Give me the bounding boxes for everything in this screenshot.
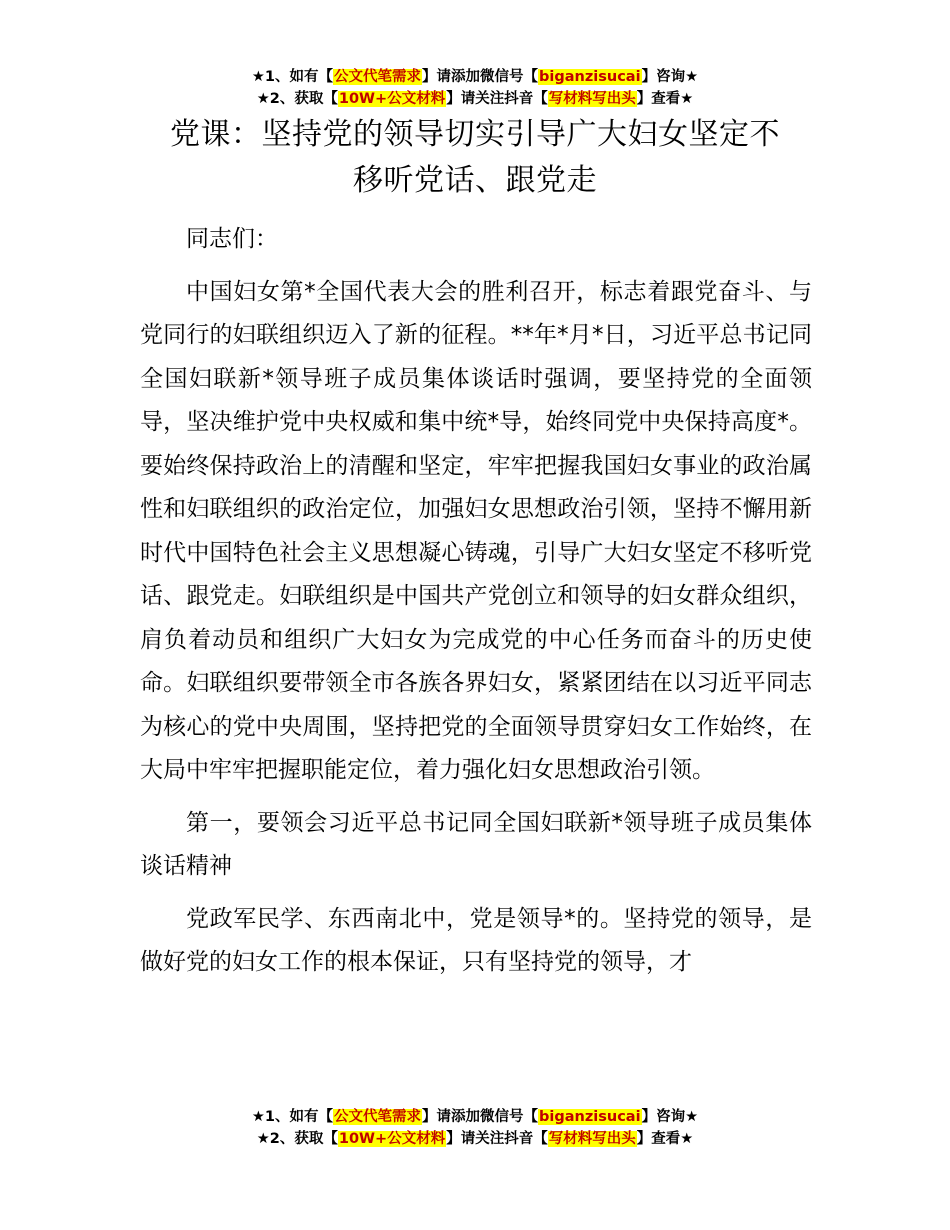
banner-highlight: 公文代笔需求: [334, 1109, 422, 1125]
banner-text: 】查看★: [636, 91, 694, 107]
banner-highlight: 10W+公文材料: [338, 91, 446, 107]
banner-text: 】请: [446, 91, 476, 107]
banner-line-2: [0, 88, 950, 110]
banner-line-2: [0, 1128, 950, 1150]
document-body: [140, 218, 812, 994]
header-banner: [0, 66, 950, 110]
title-line-2: 移听党话、跟党走: [353, 163, 597, 198]
banner-text: ★2、获取【: [256, 1131, 338, 1147]
banner-text: 】咨询★: [641, 1109, 699, 1125]
banner-text: 抖音【: [504, 91, 548, 107]
banner-text: 微信号【: [480, 69, 539, 85]
banner-highlight: 公文代笔需求: [334, 69, 422, 85]
banner-text: 】查看★: [636, 1131, 694, 1147]
banner-line-1: [0, 66, 950, 88]
paragraph: 中国妇女第*全国代表大会的胜利召开，标志着跟党奋斗、与党同行的妇联组织迈入了新的征程。**年*月*日，习近平总书记同全国妇联新*领导班子成员集体谈话时强调，要坚持党的全面领导，坚决维护党中央权威和集中统*导，始终同党中央保持高度*。要始终保持政治上的清醒和坚定，牢牢把握我国妇女事业的政治属性和妇联组织的政治定位，加强妇女思想政治引领，坚持不懈用新时代中国特色社会主义思想凝心铸魂，引导广大妇女坚定不移听党话、跟党走。妇联组织是中国共产党创立和领导的妇女群众组织，肩负着动员和组织广大妇女为完成党的中心任务而奋斗的历史使命。妇联组织要带领全市各族各界妇女，紧紧团结在以习近平同志为核心的党中央周围，坚持把党的全面领导贯穿妇女工作始终，在大局中牢牢把握职能定位，着力强化妇女思想政治引领。: [140, 278, 812, 783]
banner-text: 】请: [446, 1131, 476, 1147]
footer-banner: [0, 1106, 950, 1150]
banner-emphasis: 关注: [475, 1131, 505, 1147]
banner-text: 】请: [422, 1109, 452, 1125]
banner-text: 微信号【: [480, 1109, 539, 1125]
banner-text: ★1、如有【: [251, 1109, 334, 1125]
document-title: [140, 112, 810, 204]
greeting: 同志们：: [186, 226, 278, 252]
banner-text: ★2、获取【: [256, 91, 338, 107]
banner-emphasis: 添加: [451, 69, 481, 85]
banner-highlight: 写材料写出头: [548, 1131, 636, 1147]
title-line-1: 党课：坚持党的领导切实引导广大妇女坚定不: [170, 117, 780, 152]
banner-text: 抖音【: [504, 1131, 548, 1147]
paragraph: 党政军民学、东西南北中，党是领导*的。坚持党的领导，是做好党的妇女工作的根本保证，只有坚持党的领导，才: [140, 905, 812, 975]
banner-text: 】咨询★: [641, 69, 699, 85]
banner-text: 】请: [422, 69, 452, 85]
banner-emphasis: 关注: [475, 91, 505, 107]
banner-line-1: [0, 1106, 950, 1128]
banner-highlight: biganzisucai: [539, 69, 641, 85]
banner-highlight: biganzisucai: [539, 1109, 641, 1125]
paragraph: 第一，要领会习近平总书记同全国妇联新*领导班子成员集体谈话精神: [140, 809, 812, 879]
banner-text: ★1、如有【: [251, 69, 334, 85]
banner-emphasis: 添加: [451, 1109, 481, 1125]
banner-highlight: 写材料写出头: [548, 91, 636, 107]
banner-highlight: 10W+公文材料: [338, 1131, 446, 1147]
